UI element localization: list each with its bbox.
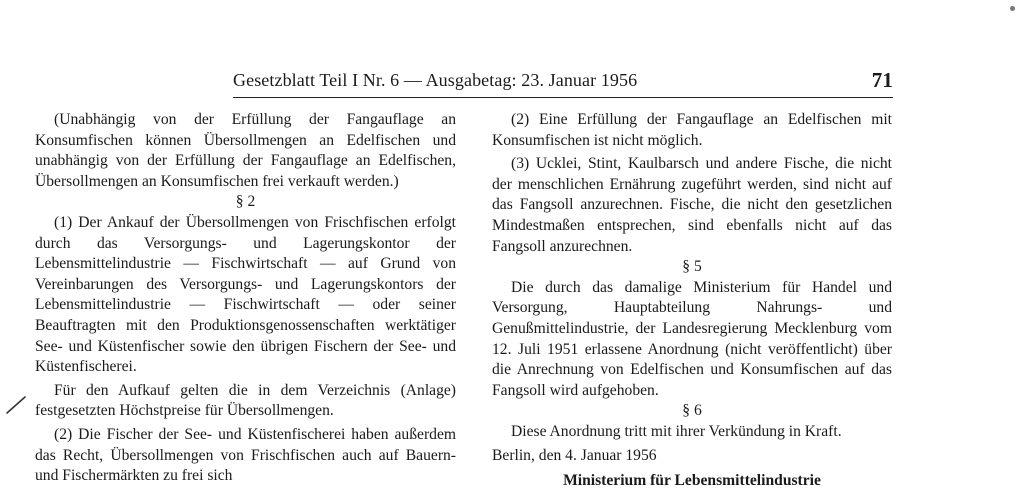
section-2-heading: § 2 xyxy=(235,193,256,211)
date-line: Berlin, den 4. Januar 1956 xyxy=(492,446,657,464)
right-paragraph-3: Die durch das damalige Ministerium für Handel und Versorgung, Hauptabteilung Nahrungs- und Genußmittelindustrie, der Landesregierung Mecklenburg vom 12. Juli 1951 erlassene Anordnung (nicht veröffentlicht) über die Anrechnung von Edelfischen und Konsumfischen auf das Fangsoll wird aufgehoben. xyxy=(492,278,892,399)
right-paragraph-4: Diese Anordnung tritt mit ihrer Verkündung in Kraft. xyxy=(511,422,842,440)
left-paragraph-4: (2) Die Fischer der See- und Küstenfischerei haben außerdem das Recht, Übersollmengen von Frischfischen auch auf Bauern- und Fischermärkten zu frei sich xyxy=(35,425,456,485)
right-column xyxy=(492,110,892,492)
left-paragraph-1: (Unabhängig von der Erfüllung der Fangauflage an Konsumfischen können Übersollmengen an Edelfischen und unabhängig von der Erfüllung der Fangauflage an Edelfischen, Übersollmengen an Konsumfischen frei verkauft werden.) xyxy=(35,111,456,190)
margin-pen-mark xyxy=(5,394,27,416)
left-column xyxy=(35,110,456,487)
header-rule xyxy=(233,97,893,98)
page-header xyxy=(233,70,893,96)
header-title: Gesetzblatt Teil I Nr. 6 — Ausgabetag: 23. Januar 1956 xyxy=(233,70,638,90)
left-paragraph-2: (1) Der Ankauf der Übersollmengen von Frischfischen erfolgt durch das Versorgungs- und Lagerungskontor der Lebensmittelindustrie — Fischwirtschaft — auf Grund von Vereinbarungen des Versorgungs- und Lagerungskontors der Lebensmittelindustrie — Fischwirtschaft — oder seiner Beauftragten mit den Produktionsgenossenschaften werktätiger See- und Küstenfischer sowie den übrigen Fischern der See- und Küstenfischerei. xyxy=(35,213,456,376)
page-number: 71 xyxy=(871,68,893,92)
section-6-heading: § 6 xyxy=(682,402,702,420)
section-5-heading: § 5 xyxy=(682,258,702,276)
right-paragraph-1: (2) Eine Erfüllung der Fangauflage an Edelfischen mit Konsumfischen ist nicht möglich. xyxy=(492,111,892,149)
left-paragraph-3: Für den Aufkauf gelten die in dem Verzeichnis (Anlage) festgesetzten Höchstpreise für Übersollmengen. xyxy=(35,381,456,420)
scan-speck xyxy=(1010,6,1015,11)
signature-authority: Ministerium für Lebensmittelindustrie xyxy=(563,472,821,490)
right-paragraph-2: (3) Ucklei, Stint, Kaulbarsch und andere Fische, die nicht der menschlichen Ernährung zugeführt werden, sind nicht auf das Fangsoll anzurechnen. Fische, die nicht den gesetzlichen Mindestmaßen entsprechen, sind ebenfalls nicht auf das Fangsoll anzurechnen. xyxy=(492,155,892,255)
